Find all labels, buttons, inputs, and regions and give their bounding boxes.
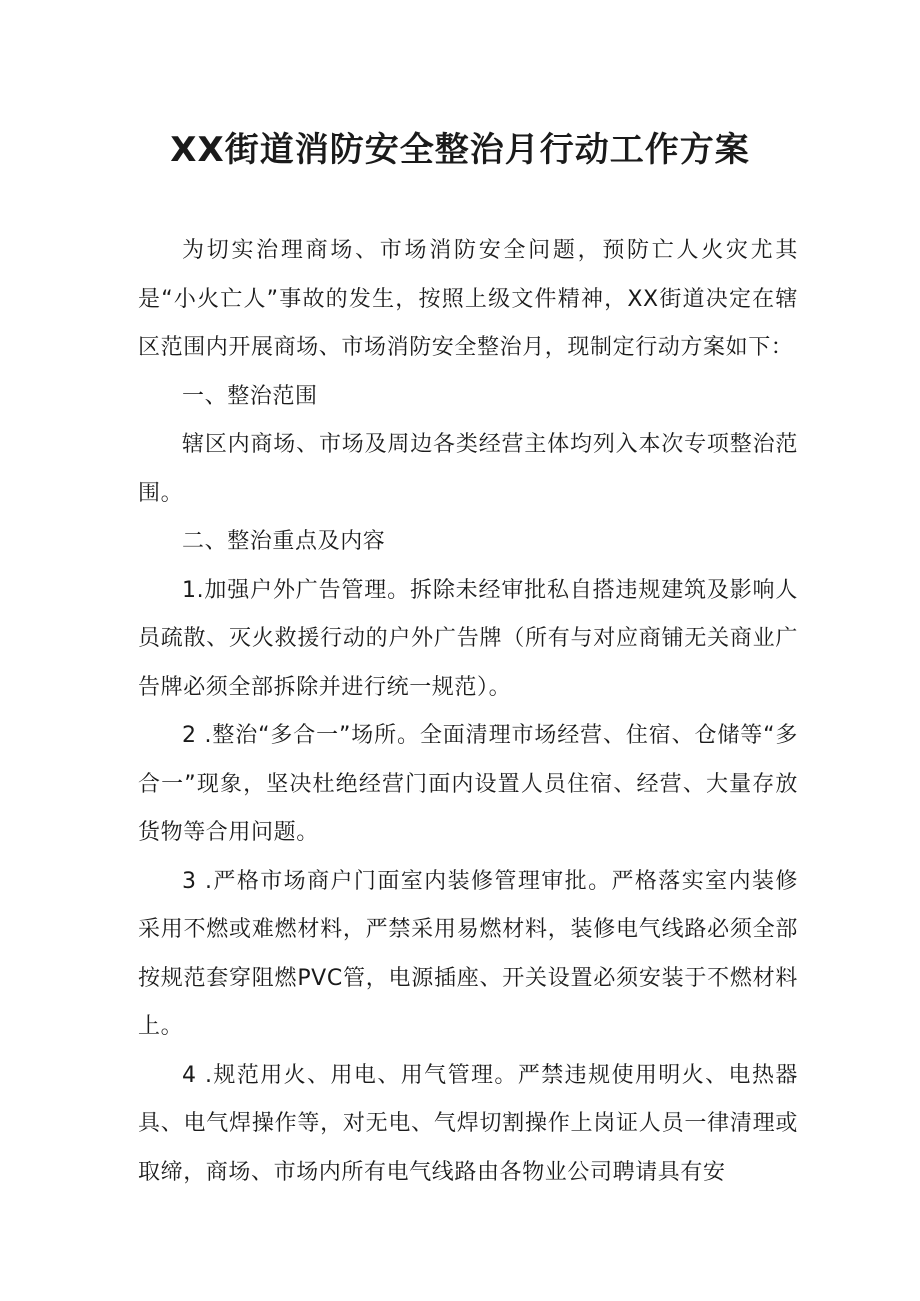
list-item-4: 4 .规范用火、用电、用气管理。严禁违规使用明火、电热器具、电气焊操作等，对无电、气焊切割操作上岗证人员一律清理或取缔，商场、市场内所有电气线路由各物业公司聘请具有安 xyxy=(138,1062,798,1185)
intro-paragraph: 为切实治理商场、市场消防安全问题，预防亡人火灾尤其是“小火亡人”事故的发生，按照上级文件精神，XX街道决定在辖区范围内开展商场、市场消防安全整治月，现制定行动方案如下： xyxy=(138,238,798,360)
list-item-2: 2 .整治“多合一”场所。全面清理市场经营、住宿、仓储等“多合一”现象，坚决杜绝经营门面内设置人员住宿、经营、大量存放货物等合用问题。 xyxy=(138,723,798,845)
section-heading-scope: 一、整治范围 xyxy=(182,383,318,409)
list-item-3: 3 .严格市场商户门面室内装修管理审批。严格落实室内装修采用不燃或难燃材料，严禁采用易燃材料，装修电气线路必须全部按规范套穿阻燃PVC管，电源插座、开关设置必须安装于不燃材料上。 xyxy=(138,868,798,1039)
document-body xyxy=(138,227,798,1197)
list-item-1: 1.加强户外广告管理。拆除未经审批私自搭违规建筑及影响人员疏散、灭火救援行动的户外广告牌（所有与对应商铺无关商业广告牌必须全部拆除并进行统一规范）。 xyxy=(138,577,798,700)
section-heading-focus: 二、整治重点及内容 xyxy=(182,529,386,554)
document-title: XX街道消防安全整治月行动工作方案 xyxy=(170,130,750,170)
scope-paragraph: 辖区内商场、市场及周边各类经营主体均列入本次专项整治范围。 xyxy=(138,432,798,506)
